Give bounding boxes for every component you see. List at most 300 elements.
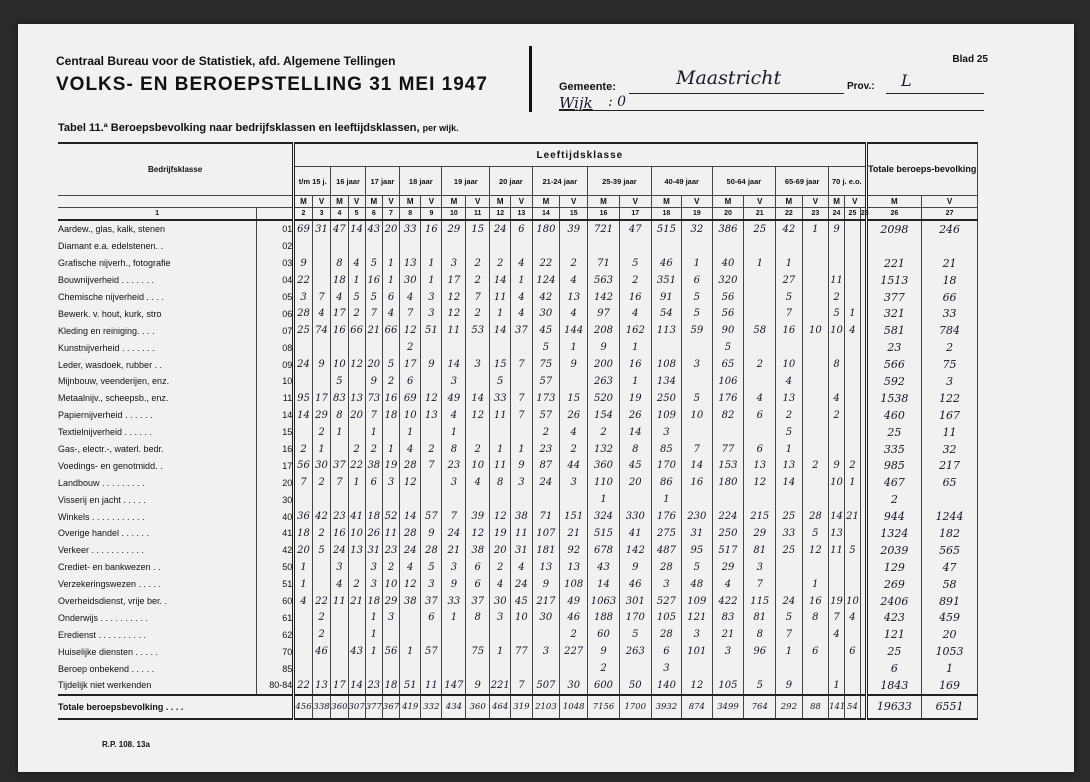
cell-value: 23 — [365, 677, 382, 695]
cell-value: 18 — [331, 272, 348, 289]
cell-value — [845, 238, 861, 255]
cell-value: 527 — [651, 593, 681, 610]
cell-value: 4 — [490, 576, 511, 593]
cell-value: 20 — [348, 407, 365, 424]
cell-value — [511, 491, 532, 508]
table-caption — [58, 122, 459, 134]
cell-value: 11 — [829, 272, 845, 289]
cell-value: 1 — [490, 441, 511, 458]
cell-value: 17 — [312, 390, 331, 407]
cell-value: 134 — [651, 373, 681, 390]
cell-value: 2 — [922, 339, 978, 356]
cell-value: 487 — [651, 542, 681, 559]
total-value: 360 — [331, 695, 348, 719]
col-number: 26 — [866, 208, 922, 221]
cell-value: 16 — [421, 220, 442, 238]
m-header: M — [442, 196, 466, 208]
cell-value: 1 — [312, 441, 331, 458]
cell-value: 2098 — [866, 220, 922, 238]
cell-value: 66 — [382, 322, 399, 339]
table-row — [58, 441, 978, 458]
census-table — [58, 142, 978, 720]
cell-value: 17 — [331, 677, 348, 695]
cell-value: 28 — [651, 559, 681, 576]
row-code: 08 — [257, 339, 294, 356]
cell-value — [490, 424, 511, 441]
col-number: 1 — [58, 208, 257, 221]
cell-value: 33 — [776, 525, 802, 542]
cell-value: 47 — [922, 559, 978, 576]
row-code: 09 — [257, 356, 294, 373]
cell-value — [776, 559, 802, 576]
row-code: 85 — [257, 660, 294, 677]
cell-value: 2 — [382, 373, 399, 390]
cell-value: 5 — [682, 289, 712, 306]
cell-value: 1 — [776, 643, 802, 660]
cell-value: 21 — [442, 542, 466, 559]
cell-value — [442, 626, 466, 643]
cell-value: 57 — [421, 643, 442, 660]
cell-value: 144 — [560, 322, 588, 339]
row-code: 80-84 — [257, 677, 294, 695]
cell-value: 263 — [588, 373, 620, 390]
cell-value — [365, 660, 382, 677]
cell-value: 22 — [532, 255, 560, 272]
cell-value — [466, 373, 490, 390]
cell-value: 27 — [776, 272, 802, 289]
cell-value: 7 — [421, 457, 442, 474]
cell-value: 21 — [712, 626, 744, 643]
cell-value: 4 — [294, 593, 313, 610]
cell-value: 6 — [466, 559, 490, 576]
m-header: M — [866, 196, 922, 208]
cell-value: 24 — [776, 593, 802, 610]
cell-value — [845, 677, 861, 695]
cell-value: 2 — [532, 424, 560, 441]
cell-value: 3 — [294, 289, 313, 306]
cell-value — [802, 272, 828, 289]
cell-value: 45 — [619, 457, 651, 474]
cell-value: 16 — [619, 356, 651, 373]
cell-value — [294, 643, 313, 660]
cell-value: 3 — [442, 559, 466, 576]
table-row — [58, 609, 978, 626]
cell-value: 18 — [294, 525, 313, 542]
cell-value: 170 — [619, 609, 651, 626]
cell-value: 4 — [348, 255, 365, 272]
cell-value: 1324 — [866, 525, 922, 542]
cell-value: 208 — [588, 322, 620, 339]
cell-value: 97 — [588, 305, 620, 322]
cell-value: 330 — [619, 508, 651, 525]
cell-value: 422 — [712, 593, 744, 610]
cell-value: 58 — [744, 322, 776, 339]
cell-value: 121 — [682, 609, 712, 626]
row-label: Eredienst . . . . . . . . . . — [58, 626, 257, 643]
cell-value: 4 — [511, 289, 532, 306]
cell-value: 24 — [442, 525, 466, 542]
table-row — [58, 289, 978, 306]
cell-value: 3 — [651, 576, 681, 593]
cell-value — [682, 660, 712, 677]
cell-value: 21 — [845, 508, 861, 525]
cell-value: 24 — [294, 356, 313, 373]
row-label: Leder, wasdoek, rubber . . — [58, 356, 257, 373]
cell-value: 9 — [312, 356, 331, 373]
v-header: V — [466, 196, 490, 208]
cell-value: 2039 — [866, 542, 922, 559]
cell-value — [802, 491, 828, 508]
cell-value: 51 — [400, 677, 421, 695]
cell-value: 1 — [490, 643, 511, 660]
cell-value: 30 — [532, 609, 560, 626]
cell-value: 4 — [744, 390, 776, 407]
cell-value: 8 — [442, 441, 466, 458]
cell-value — [400, 238, 421, 255]
cell-value: 230 — [682, 508, 712, 525]
cell-value: 1 — [442, 609, 466, 626]
cell-value: 6 — [400, 373, 421, 390]
total-value: 332 — [421, 695, 442, 719]
cell-value: 360 — [588, 457, 620, 474]
row-label: Crediet- en bankwezen . . — [58, 559, 257, 576]
cell-value: 52 — [382, 508, 399, 525]
cell-value — [400, 660, 421, 677]
cell-value: 3 — [421, 289, 442, 306]
cell-value: 4 — [619, 305, 651, 322]
cell-value: 65 — [712, 356, 744, 373]
cell-value: 4 — [511, 255, 532, 272]
cell-value: 2 — [365, 441, 382, 458]
cell-value: 9 — [442, 576, 466, 593]
cell-value: 56 — [382, 643, 399, 660]
cell-value: 1 — [619, 339, 651, 356]
cell-value: 5 — [365, 255, 382, 272]
cell-value: 200 — [588, 356, 620, 373]
cell-value: 13 — [348, 390, 365, 407]
leeftijdsklasse-header: Leeftijdsklasse — [294, 143, 866, 167]
cell-value: 29 — [382, 593, 399, 610]
cell-value — [511, 373, 532, 390]
cell-value: 1 — [382, 255, 399, 272]
cell-value: 60 — [588, 626, 620, 643]
cell-value: 3 — [651, 660, 681, 677]
cell-value — [490, 238, 511, 255]
row-label: Kleding en reiniging. . . . — [58, 322, 257, 339]
total-value: 419 — [400, 695, 421, 719]
cell-value: 1 — [365, 424, 382, 441]
cell-value: 1 — [294, 576, 313, 593]
row-label: Metaalnijv., scheepsb., enz. — [58, 390, 257, 407]
row-label: Bouwnijverheid . . . . . . . — [58, 272, 257, 289]
cell-value: 86 — [651, 474, 681, 491]
cell-value: 142 — [588, 289, 620, 306]
cell-value: 14 — [400, 508, 421, 525]
prov-value: L — [901, 71, 912, 90]
cell-value: 1 — [365, 609, 382, 626]
cell-value: 2406 — [866, 593, 922, 610]
cell-value: 73 — [365, 390, 382, 407]
cell-value: 1 — [382, 272, 399, 289]
cell-value: 50 — [619, 677, 651, 695]
cell-value: 2 — [490, 255, 511, 272]
cell-value: 14 — [490, 322, 511, 339]
row-code: 15 — [257, 424, 294, 441]
cell-value: 21 — [348, 593, 365, 610]
cell-value: 320 — [712, 272, 744, 289]
v-header: V — [511, 196, 532, 208]
cell-value: 40 — [712, 255, 744, 272]
row-label: Voedings- en genotmidd. . — [58, 457, 257, 474]
wijk-value: : 0 — [608, 94, 627, 110]
cell-value: 29 — [442, 220, 466, 238]
cell-value — [294, 339, 313, 356]
cell-value: 49 — [442, 390, 466, 407]
cell-value — [348, 424, 365, 441]
cell-value — [421, 424, 442, 441]
cell-value: 18 — [382, 407, 399, 424]
total-value: 6551 — [922, 695, 978, 719]
cell-value: 1 — [348, 272, 365, 289]
cell-value — [312, 576, 331, 593]
cell-value: 41 — [348, 508, 365, 525]
cell-value: 7 — [294, 474, 313, 491]
cell-value: 563 — [588, 272, 620, 289]
col-number: 12 — [490, 208, 511, 221]
row-code: 05 — [257, 289, 294, 306]
cell-value: 43 — [588, 559, 620, 576]
cell-value — [294, 238, 313, 255]
cell-value — [802, 407, 828, 424]
cell-value: 108 — [560, 576, 588, 593]
v-header: V — [619, 196, 651, 208]
cell-value: 423 — [866, 609, 922, 626]
row-label: Visserij en jacht . . . . . — [58, 491, 257, 508]
cell-value — [466, 491, 490, 508]
cell-value: 3 — [560, 474, 588, 491]
cell-value: 1 — [421, 255, 442, 272]
cell-value — [532, 491, 560, 508]
cell-value: 301 — [619, 593, 651, 610]
cell-value: 24 — [490, 220, 511, 238]
cell-value: 566 — [866, 356, 922, 373]
cell-value — [802, 373, 828, 390]
cell-value — [511, 238, 532, 255]
cell-value: 83 — [712, 609, 744, 626]
cell-value: 38 — [511, 508, 532, 525]
v-header: V — [682, 196, 712, 208]
cell-value: 4 — [442, 407, 466, 424]
cell-value — [312, 373, 331, 390]
row-label: Papiernijverheid . . . . . . — [58, 407, 257, 424]
table-row — [58, 322, 978, 339]
cell-value: 23 — [442, 457, 466, 474]
cell-value — [466, 424, 490, 441]
cell-value — [382, 238, 399, 255]
table-row — [58, 542, 978, 559]
cell-value: 57 — [532, 407, 560, 424]
cell-value — [490, 626, 511, 643]
row-code: 16 — [257, 441, 294, 458]
cell-value: 2 — [312, 424, 331, 441]
cell-value: 10 — [466, 457, 490, 474]
cell-value: 2 — [802, 457, 828, 474]
cell-value — [365, 491, 382, 508]
cell-value: 263 — [619, 643, 651, 660]
cell-value: 1 — [365, 626, 382, 643]
cell-value: 2 — [466, 441, 490, 458]
cell-value: 31 — [312, 220, 331, 238]
cell-value — [331, 660, 348, 677]
table-row — [58, 474, 978, 491]
cell-value: 7 — [511, 356, 532, 373]
cell-value: 12 — [466, 525, 490, 542]
cell-value — [845, 339, 861, 356]
cell-value: 8 — [466, 609, 490, 626]
cell-value: 7 — [466, 289, 490, 306]
cell-value — [312, 255, 331, 272]
cell-value: 9 — [294, 255, 313, 272]
total-value: 3499 — [712, 695, 744, 719]
cell-value: 2 — [866, 491, 922, 508]
m-header: M — [294, 196, 313, 208]
cell-value: 9 — [829, 457, 845, 474]
cell-value — [294, 626, 313, 643]
cell-value: 784 — [922, 322, 978, 339]
cell-value: 25 — [744, 220, 776, 238]
cell-value: 28 — [400, 457, 421, 474]
cell-value: 74 — [312, 322, 331, 339]
cell-value: 215 — [744, 508, 776, 525]
cell-value: 517 — [712, 542, 744, 559]
cell-value: 49 — [560, 593, 588, 610]
cell-value — [802, 339, 828, 356]
cell-value: 6 — [511, 220, 532, 238]
cell-value: 1 — [651, 491, 681, 508]
cell-value: 10 — [400, 407, 421, 424]
cell-value: 13 — [560, 289, 588, 306]
cell-value: 10 — [511, 609, 532, 626]
cell-value: 7 — [442, 508, 466, 525]
cell-value: 31 — [682, 525, 712, 542]
cell-value: 20 — [294, 542, 313, 559]
cell-value: 26 — [365, 525, 382, 542]
cell-value — [744, 289, 776, 306]
cell-value — [712, 424, 744, 441]
cell-value: 113 — [651, 322, 681, 339]
col-number: 13 — [511, 208, 532, 221]
cell-value — [829, 373, 845, 390]
cell-value — [682, 339, 712, 356]
cell-value: 2 — [588, 424, 620, 441]
cell-value — [829, 339, 845, 356]
cell-value: 44 — [560, 457, 588, 474]
age-header: 40-49 jaar — [651, 167, 712, 196]
cell-value: 324 — [588, 508, 620, 525]
cell-value: 1 — [382, 441, 399, 458]
cell-value: 57 — [421, 508, 442, 525]
total-value: 319 — [511, 695, 532, 719]
cell-value: 985 — [866, 457, 922, 474]
cell-value: 1 — [776, 255, 802, 272]
row-code: 14 — [257, 407, 294, 424]
cell-value: 16 — [619, 289, 651, 306]
cell-value: 13 — [348, 542, 365, 559]
cell-value: 45 — [511, 593, 532, 610]
cell-value: 24 — [400, 542, 421, 559]
cell-value: 13 — [532, 559, 560, 576]
cell-value: 176 — [651, 508, 681, 525]
cell-value: 8 — [744, 626, 776, 643]
cell-value: 592 — [866, 373, 922, 390]
cell-value: 14 — [490, 272, 511, 289]
cell-value: 28 — [294, 305, 313, 322]
cell-value: 124 — [532, 272, 560, 289]
cell-value: 75 — [922, 356, 978, 373]
cell-value: 1 — [560, 339, 588, 356]
cell-value: 66 — [348, 322, 365, 339]
cell-value: 1 — [400, 643, 421, 660]
cell-value: 13 — [400, 255, 421, 272]
cell-value — [845, 424, 861, 441]
col-number: 9 — [421, 208, 442, 221]
age-header: 50-64 jaar — [712, 167, 776, 196]
v-header: V — [744, 196, 776, 208]
col-number: 5 — [348, 208, 365, 221]
cell-value — [382, 339, 399, 356]
cell-value — [682, 373, 712, 390]
cell-value — [802, 390, 828, 407]
row-code: 40 — [257, 508, 294, 525]
cell-value: 59 — [682, 322, 712, 339]
row-label: Mijnbouw, veenderijen, enz. — [58, 373, 257, 390]
cell-value — [845, 525, 861, 542]
cell-value: 25 — [776, 542, 802, 559]
cell-value: 16 — [331, 525, 348, 542]
cell-value: 25 — [294, 322, 313, 339]
cell-value: 38 — [365, 457, 382, 474]
cell-value — [744, 238, 776, 255]
cell-value: 4 — [382, 305, 399, 322]
cell-value: 9 — [588, 643, 620, 660]
col-number: 3 — [312, 208, 331, 221]
cell-value: 5 — [331, 373, 348, 390]
row-code: 03 — [257, 255, 294, 272]
cell-value: 92 — [560, 542, 588, 559]
cell-value: 10 — [348, 525, 365, 542]
cell-value — [619, 238, 651, 255]
cell-value: 28 — [421, 542, 442, 559]
table-row — [58, 238, 978, 255]
col-number: 24 — [829, 208, 845, 221]
cell-value — [348, 491, 365, 508]
age-header: 65-69 jaar — [776, 167, 829, 196]
cell-value — [442, 491, 466, 508]
row-code: 41 — [257, 525, 294, 542]
v-header: V — [845, 196, 867, 208]
m-header: M — [400, 196, 421, 208]
cell-value: 28 — [802, 508, 828, 525]
table-row — [58, 390, 978, 407]
cell-value — [845, 491, 861, 508]
cell-value: 2 — [312, 525, 331, 542]
cell-value — [400, 609, 421, 626]
cell-value — [845, 356, 861, 373]
row-label: Beroep onbekend . . . . . — [58, 660, 257, 677]
cell-value — [712, 491, 744, 508]
cell-value: 565 — [922, 542, 978, 559]
cell-value — [365, 339, 382, 356]
